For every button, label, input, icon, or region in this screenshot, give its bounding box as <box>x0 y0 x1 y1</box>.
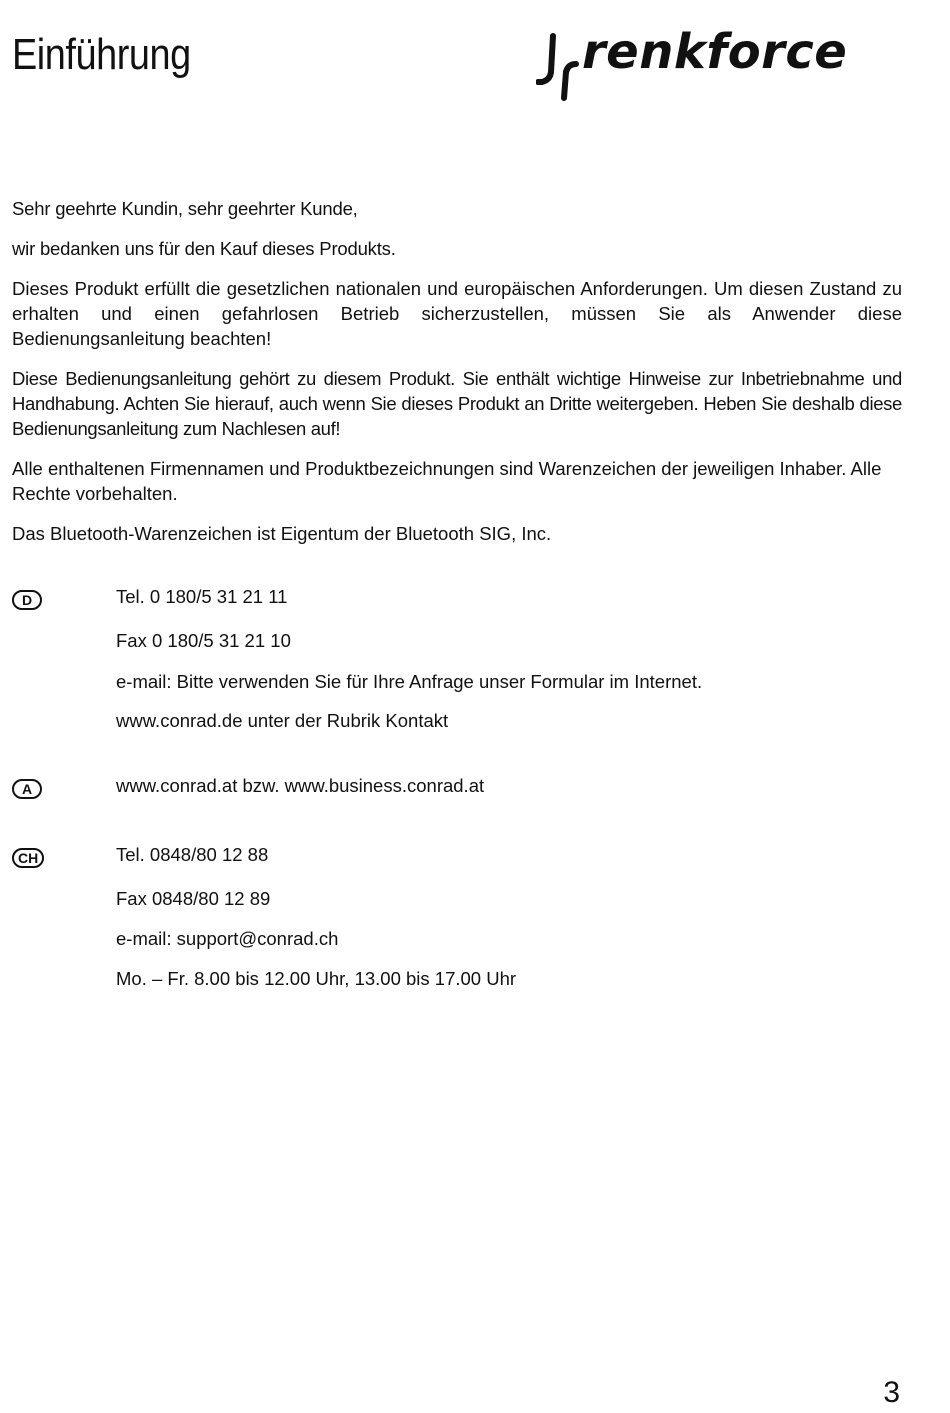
austria-web: www.conrad.at bzw. www.business.conrad.at <box>116 775 485 796</box>
manual-note-paragraph: Diese Bedienungsanleitung gehört zu diesem Produkt. Sie enthält wichtige Hinweise zur Inbetriebnahme und Handhabung. Achten Sie hierauf, auch wenn Sie dieses Produkt an Dritte weitergeben. Heben Sie deshalb diese Bedienungsanleitung zum Nachlesen auf! <box>12 368 902 439</box>
germany-web: www.conrad.de unter der Rubrik Kontakt <box>116 710 449 731</box>
thanks-paragraph: wir bedanken uns für den Kauf dieses Produkts. <box>12 238 396 259</box>
switzerland-hours: Mo. – Fr. 8.00 bis 12.00 Uhr, 13.00 bis 17.00 Uhr <box>116 968 517 989</box>
page-title: Einführung <box>12 30 191 79</box>
germany-tel: Tel. 0 180/5 31 21 11 <box>116 586 288 607</box>
germany-fax: Fax 0 180/5 31 21 10 <box>116 630 291 651</box>
country-badge-d: D <box>12 590 42 610</box>
germany-email: e-mail: Bitte verwenden Sie für Ihre Anfrage unser Formular im Internet. <box>116 671 703 692</box>
page-number: 3 <box>883 1376 900 1409</box>
bluetooth-paragraph: Das Bluetooth-Warenzeichen ist Eigentum der Bluetooth SIG, Inc. <box>12 523 552 544</box>
salutation: Sehr geehrte Kundin, sehr geehrter Kunde, <box>12 198 358 219</box>
intro-text <box>12 196 902 561</box>
trademark-paragraph: Alle enthaltenen Firmennamen und Produktbezeichnungen sind Warenzeichen der jeweiligen Inhaber. Alle Rechte vorbehalten. <box>12 458 882 504</box>
switzerland-fax: Fax 0848/80 12 89 <box>116 888 271 909</box>
compliance-paragraph: Dieses Produkt erfüllt die gesetzlichen nationalen und europäischen Anforderungen. Um diesen Zustand zu erhalten und einen gefahrlosen Betrieb sicherzustellen, müssen Sie als Anwender diese Bedienungsanleitung beachten! <box>12 278 902 349</box>
brand-name: renkforce <box>582 24 848 80</box>
switzerland-tel: Tel. 0848/80 12 88 <box>116 844 269 865</box>
country-badge-ch: CH <box>12 848 44 868</box>
renkforce-logo <box>536 24 902 102</box>
switzerland-email: e-mail: support@conrad.ch <box>116 928 339 949</box>
renkforce-logo-icon <box>536 30 580 102</box>
country-badge-a: A <box>12 779 42 799</box>
